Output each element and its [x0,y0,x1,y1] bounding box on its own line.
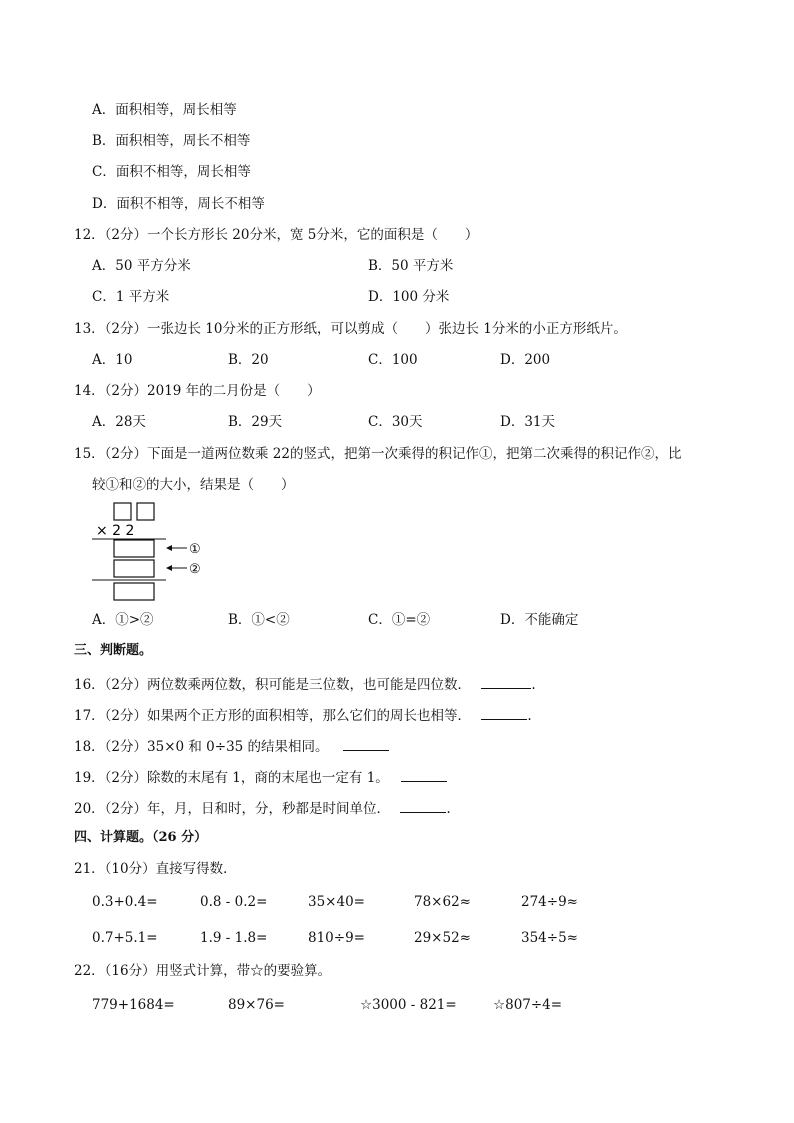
q14-option-c: C．30天 [368,414,423,430]
digit-box [137,503,154,520]
answer-blank [343,736,389,751]
q16-tail: . [531,677,536,693]
partial-product-box-1 [114,540,154,557]
q14-stem: 14．（2分）2019 年的二月份是（ ） [74,383,321,399]
q12-stem: 12．（2分）一个长方形长 20分米，宽 5分米，它的面积是（ ） [74,227,479,243]
partial-product-box-2 [114,560,154,577]
vertical-multiplication-figure [90,500,214,606]
result-box [114,583,154,600]
q16-text: 16．（2分）两位数乘两位数，积可能是三位数，也可能是四位数． [74,677,472,693]
mark-1: ① [189,542,201,557]
q21-r2-c5: 354÷5≈ [521,930,578,946]
q20-tail: . [446,801,451,817]
q11-option-c: C．面积不相等，周长相等 [92,164,251,180]
q19-line [74,767,447,787]
q21-r1-c5: 274÷9≈ [521,894,578,910]
q18-text: 18．（2分）35×0 和 0÷35 的结果相同。 [74,739,329,755]
q21-r2-c3: 810÷9= [308,930,365,946]
q22-item-3: ☆3000 - 821= [360,997,457,1013]
q12-option-b: B．50 平方米 [368,258,454,274]
q14-option-d: D．31天 [500,414,556,430]
answer-blank [400,798,446,813]
q22-item-2: 89×76= [228,997,285,1013]
q17-line [74,705,532,725]
q18-line [74,736,389,756]
q15-option-d: D．不能确定 [500,612,579,628]
q21-r1-c1: 0.3+0.4= [92,894,158,910]
q12-option-a: A．50 平方分米 [92,258,191,274]
q15-option-a: A．①>② [92,612,154,628]
q13-option-d: D．200 [500,352,551,368]
digit-box [114,503,131,520]
q13-option-b: B．20 [228,352,269,368]
q22-item-1: 779+1684= [92,997,175,1013]
q11-option-a: A．面积相等，周长相等 [92,102,237,118]
arrow-head-1 [166,545,172,551]
q13-option-c: C．100 [368,352,418,368]
q20-line [74,798,451,818]
mark-2: ② [189,562,201,577]
arrow-head-2 [166,565,172,571]
q12-option-c: C．1 平方米 [92,289,170,305]
answer-blank [401,767,447,782]
q19-text: 19．（2分）除数的末尾有 1，商的末尾也一定有 1。 [74,770,389,786]
q15-option-b: B．①<② [228,612,290,628]
multiplier-text: × 2 2 [96,523,135,539]
q14-option-a: A．28天 [92,414,146,430]
q11-option-b: B．面积相等，周长不相等 [92,133,251,149]
section-4-title: 四、计算题。（26 分） [74,830,208,845]
q22-stem: 22．（16分）用竖式计算，带☆的要验算。 [74,963,332,979]
q22-item-4: ☆807÷4= [493,997,563,1013]
q17-tail: . [527,708,532,724]
answer-blank [481,705,527,720]
q15-stem-line2: 较①和②的大小，结果是（ ） [92,477,295,493]
q13-option-a: A．10 [92,352,133,368]
q17-text: 17．（2分）如果两个正方形的面积相等，那么它们的周长也相等． [74,708,472,724]
q11-option-d: D．面积不相等，周长不相等 [92,196,265,212]
q21-r1-c4: 78×62≈ [414,894,471,910]
q21-stem: 21．（10分）直接写得数． [74,861,237,877]
q21-r1-c3: 35×40= [308,894,365,910]
answer-blank [481,674,531,689]
section-3-title: 三、判断题。 [74,643,153,658]
q14-option-b: B．29天 [228,414,283,430]
q15-stem-line1: 15．（2分）下面是一道两位数乘 22的竖式，把第一次乘得的积记作①，把第二次乘得的积记作②，比 [74,446,682,462]
q16-line [74,674,536,694]
q12-option-d: D．100 分米 [368,289,450,305]
q21-r2-c1: 0.7+5.1= [92,930,158,946]
q21-r1-c2: 0.8 - 0.2= [200,894,268,910]
q13-stem: 13．（2分）一张边长 10分米的正方形纸，可以剪成（ ）张边长 1分米的小正方形纸片。 [74,321,627,337]
q21-r2-c2: 1.9 - 1.8= [200,930,268,946]
q21-r2-c4: 29×52≈ [414,930,471,946]
q15-option-c: C．①=② [368,612,431,628]
q20-text: 20．（2分）年，月，日和时，分，秒都是时间单位． [74,801,391,817]
